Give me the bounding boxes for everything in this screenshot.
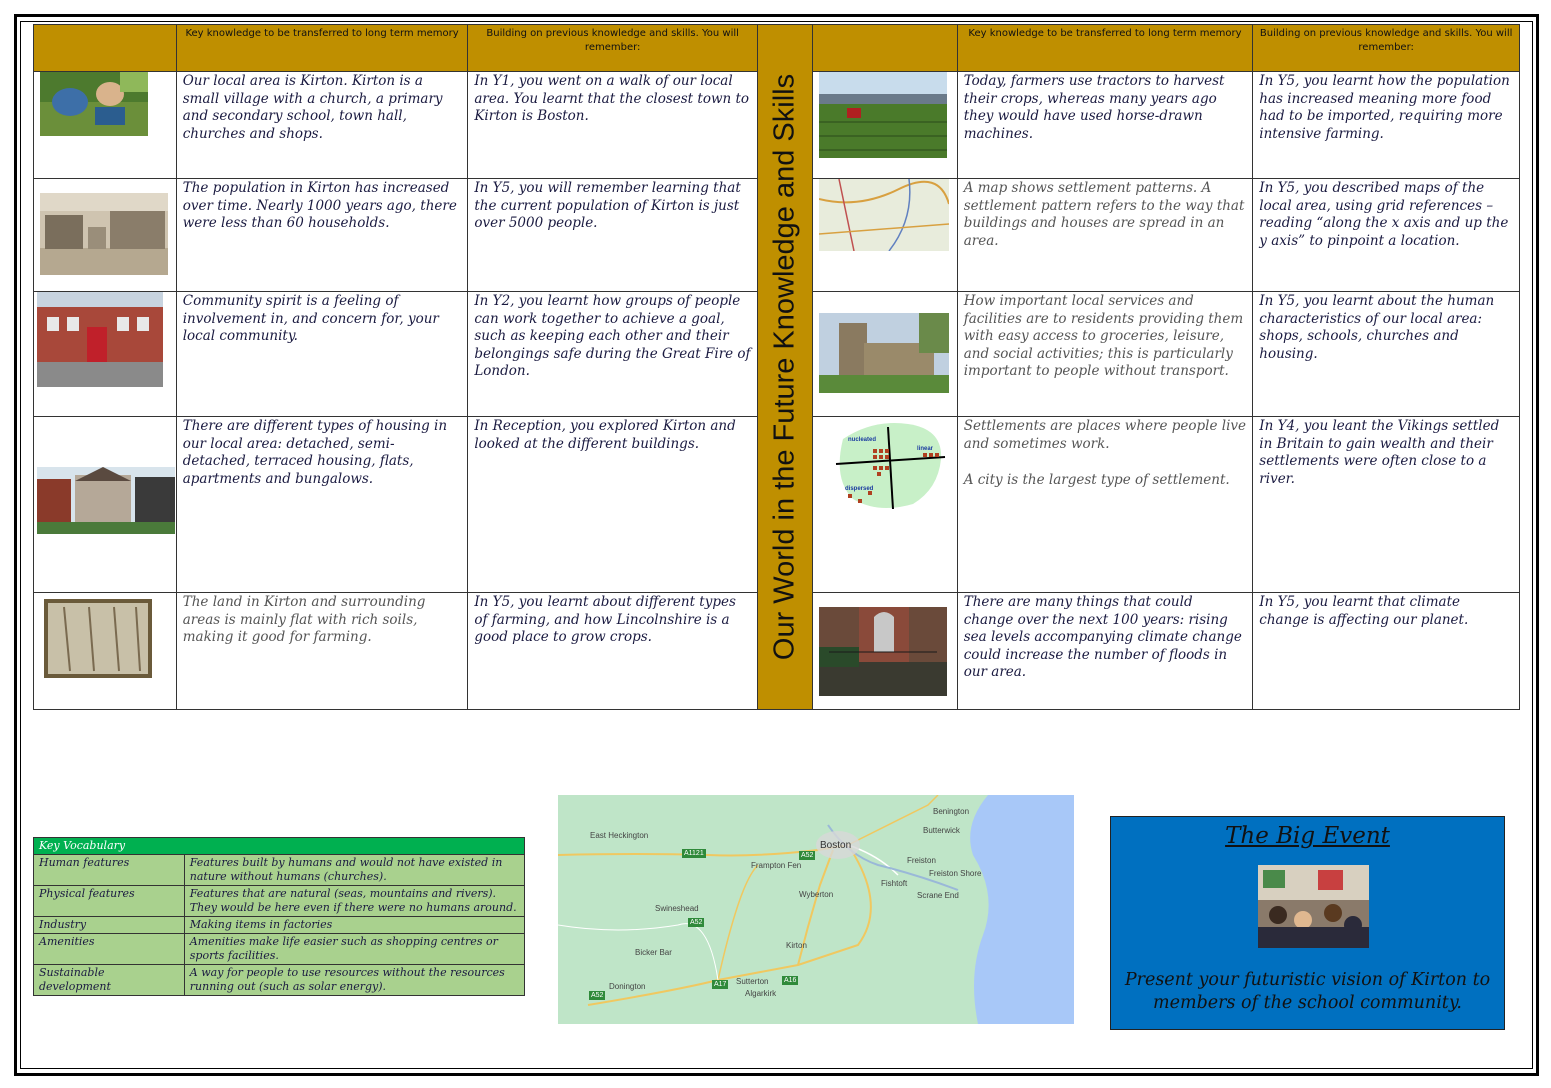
knowledge-cell xyxy=(957,417,1253,593)
old-street-postcard-photo xyxy=(40,193,168,275)
previous-cell: In Y5, you described maps of the local area, using grid references – reading “along the x axis and up the y axis” to pinpoint a location. xyxy=(1253,179,1520,292)
row-image-cell xyxy=(813,292,958,417)
old-field-map-photo xyxy=(44,599,152,678)
row-image-cell xyxy=(34,292,177,417)
map-label: Sutterton xyxy=(736,977,769,986)
previous-cell: In Y4, you leant the Vikings settled in Britain to gain wealth and their settlements were often close to a river. xyxy=(1253,417,1520,593)
big-event-title: The Big Event xyxy=(1225,823,1390,849)
table-row xyxy=(813,179,1520,292)
table-row xyxy=(813,417,1520,593)
knowledge-cell: The land in Kirton and surrounding areas is mainly flat with rich soils, making it good for farming. xyxy=(176,593,468,710)
row-image-cell xyxy=(34,593,177,710)
knowledge-cell: There are different types of housing in our local area: detached, semi-detached, terraced housing, flats, apartments and bungalows. xyxy=(176,417,468,593)
map-label: Bicker Bar xyxy=(635,948,672,957)
knowledge-cell: The population in Kirton has increased over time. Nearly 1000 years ago, there were less than 60 households. xyxy=(176,179,468,292)
table-row xyxy=(813,72,1520,179)
map-label: East Heckington xyxy=(590,831,649,840)
vocabulary-heading: Key Vocabulary xyxy=(34,838,525,855)
row-image-cell xyxy=(813,72,958,179)
previous-cell: In Y1, you went on a walk of our local area. You learnt that the closest town to Kirton is Boston. xyxy=(468,72,758,179)
previous-cell: In Y5, you will remember learning that the current population of Kirton is just over 5000 people. xyxy=(468,179,758,292)
road-sign: A52 xyxy=(801,852,814,859)
map-label: Benington xyxy=(933,807,970,816)
flooded-church-photo xyxy=(819,607,947,696)
key-vocabulary-table xyxy=(33,837,525,996)
table-row xyxy=(34,72,758,179)
map-label: Freiston xyxy=(907,856,936,865)
header-image-column xyxy=(34,25,177,72)
children-fieldwork-photo xyxy=(40,72,148,136)
road-map-photo xyxy=(819,179,949,251)
map-label: Swineshead xyxy=(655,904,699,913)
row-image-cell xyxy=(34,179,177,292)
big-event-box xyxy=(1110,816,1505,1030)
vertical-banner xyxy=(757,24,813,710)
right-knowledge-table xyxy=(812,24,1520,710)
table-row xyxy=(34,179,758,292)
big-event-description: Present your futuristic vision of Kirton to members of the school community. xyxy=(1124,970,1491,1013)
map-label: Wyberton xyxy=(799,890,834,899)
table-row xyxy=(34,593,758,710)
row-image-cell xyxy=(813,417,958,593)
map-label: Frampton Fen xyxy=(751,861,802,870)
table-row xyxy=(34,417,758,593)
map-label: Fishtoft xyxy=(881,879,908,888)
road-sign: A52 xyxy=(690,919,703,926)
town-hall-building-photo xyxy=(37,292,163,387)
vocabulary-term: Sustainable development xyxy=(34,965,185,996)
map-label: Kirton xyxy=(786,941,807,950)
knowledge-cell: Today, farmers use tractors to harvest their crops, whereas many years ago they would have used horse-drawn machines. xyxy=(957,72,1253,179)
vocabulary-term: Human features xyxy=(34,855,185,886)
previous-cell: In Y5, you learnt how the population has increased meaning more food had to be imported, requiring more intensive farming. xyxy=(1253,72,1520,179)
row-image-cell xyxy=(813,179,958,292)
church-photo xyxy=(819,313,949,393)
previous-cell: In Y5, you learnt about the human characteristics of our local area: shops, schools, churches and housing. xyxy=(1253,292,1520,417)
row-image-cell xyxy=(34,72,177,179)
table-row xyxy=(813,593,1520,710)
road-sign: A52 xyxy=(591,992,604,999)
vocabulary-definition: Features built by humans and would not have existed in nature without humans (churches). xyxy=(184,855,524,886)
housing-types-photo xyxy=(37,467,175,534)
vocabulary-term: Physical features xyxy=(34,886,185,917)
vocabulary-definition: A way for people to use resources without the resources running out (such as solar energy). xyxy=(184,965,524,996)
road-sign: A17 xyxy=(714,981,727,988)
vocabulary-term: Industry xyxy=(34,917,185,934)
map-label: Butterwick xyxy=(923,826,960,835)
map-label: Boston xyxy=(820,840,852,851)
vocabulary-definition: Amenities make life easier such as shopping centres or sports facilities. xyxy=(184,934,524,965)
header-key-knowledge: Key knowledge to be transferred to long term memory xyxy=(957,25,1253,72)
classroom-presentation-photo xyxy=(1258,865,1369,948)
header-building: Building on previous knowledge and skills. You will remember: xyxy=(1253,25,1520,72)
vocabulary-definition: Features that are natural (seas, mountains and rivers). They would be here even if there were no humans around. xyxy=(184,886,524,917)
vocabulary-row xyxy=(34,886,525,917)
knowledge-cell: There are many things that could change over the next 100 years: rising sea levels accompanying climate change could increase the number of floods in our area. xyxy=(957,593,1253,710)
map-label: Algarkirk xyxy=(745,989,777,998)
header-image-column xyxy=(813,25,958,72)
vocabulary-row xyxy=(34,934,525,965)
left-knowledge-table xyxy=(33,24,758,710)
previous-cell: In Y5, you learnt that climate change is affecting our planet. xyxy=(1253,593,1520,710)
knowledge-cell: Community spirit is a feeling of involvement in, and concern for, your local community. xyxy=(176,292,468,417)
road-sign: A1121 xyxy=(684,850,704,857)
map-label: Donington xyxy=(609,982,646,991)
settlement-diagram xyxy=(833,419,948,514)
table-row xyxy=(813,292,1520,417)
header-building: Building on previous knowledge and skills. You will remember: xyxy=(468,25,758,72)
previous-cell: In Reception, you explored Kirton and looked at the different buildings. xyxy=(468,417,758,593)
linear-label: linear xyxy=(917,446,934,452)
map-label: Freiston Shore xyxy=(929,869,982,878)
vocabulary-definition: Making items in factories xyxy=(184,917,524,934)
row-image-cell xyxy=(34,417,177,593)
row-image-cell xyxy=(813,593,958,710)
dispersed-label: dispersed xyxy=(845,486,874,492)
vocabulary-row xyxy=(34,855,525,886)
nucleated-label: nucleated xyxy=(848,437,877,443)
knowledge-cell: How important local services and facilities are to residents providing them with easy access to groceries, leisure, and social activities; this is particularly important to people without transport. xyxy=(957,292,1253,417)
knowledge-cell: A map shows settlement patterns. A settlement pattern refers to the way that buildings and houses are spread in an area. xyxy=(957,179,1253,292)
vocabulary-term: Amenities xyxy=(34,934,185,965)
vocabulary-row xyxy=(34,917,525,934)
previous-cell: In Y5, you learnt about different types of farming, and how Lincolnshire is a good place to grow crops. xyxy=(468,593,758,710)
local-area-map xyxy=(558,795,1074,1024)
road-sign: A16 xyxy=(784,977,797,984)
knowledge-cell: Our local area is Kirton. Kirton is a small village with a church, a primary and secondary school, town hall, churches and shops. xyxy=(176,72,468,179)
table-row xyxy=(34,292,758,417)
tractor-field-photo xyxy=(819,72,947,158)
vocabulary-row xyxy=(34,965,525,996)
settlement-definition: Settlements are places where people live and sometimes work. xyxy=(963,418,1247,452)
city-definition: A city is the largest type of settlement. xyxy=(963,472,1230,488)
map-label: Scrane End xyxy=(917,891,959,900)
header-key-knowledge: Key knowledge to be transferred to long term memory xyxy=(176,25,468,72)
previous-cell: In Y2, you learnt how groups of people can work together to achieve a goal, such as keeping each other and their belongings safe during the Great Fire of London. xyxy=(468,292,758,417)
banner-title: Our World in the Future Knowledge and Skills xyxy=(768,73,801,661)
